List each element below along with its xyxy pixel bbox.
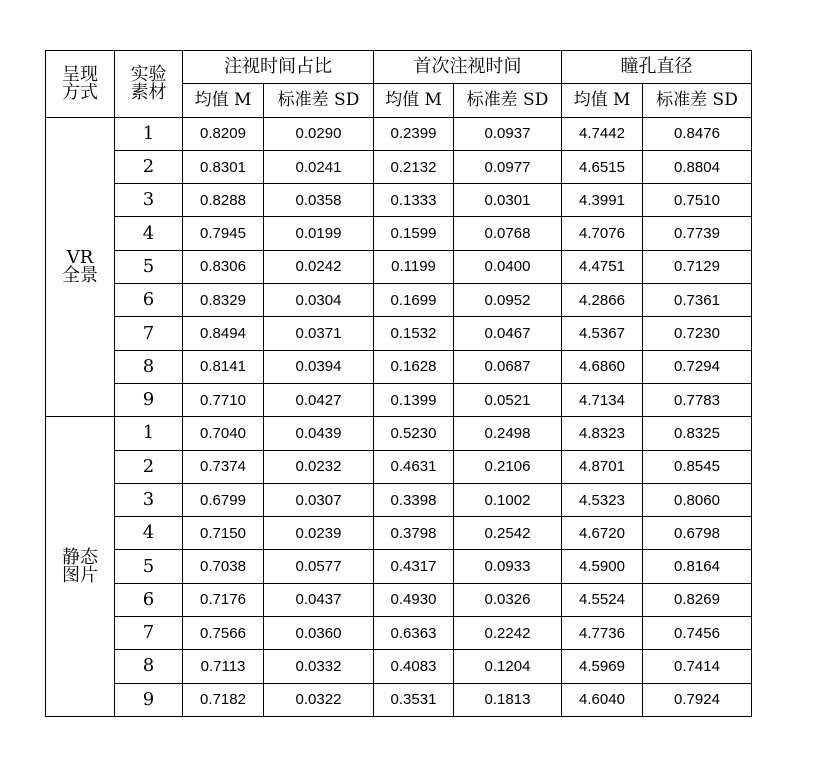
fixation-ratio-sd-cell: 0.0360 bbox=[264, 617, 374, 650]
fixation-ratio-sd-cell: 0.0242 bbox=[264, 250, 374, 283]
pupil-diameter-mean-cell: 4.5524 bbox=[562, 583, 643, 616]
fixation-ratio-mean-cell: 0.7182 bbox=[183, 683, 264, 716]
pupil-diameter-mean-cell: 4.8323 bbox=[562, 417, 643, 450]
header-presentation-mode-line1: 呈现 bbox=[62, 63, 98, 85]
first-fixation-mean-cell: 0.1628 bbox=[374, 350, 454, 383]
fixation-ratio-sd-cell: 0.0439 bbox=[264, 417, 374, 450]
pupil-diameter-mean-cell: 4.8701 bbox=[562, 450, 643, 483]
pupil-diameter-mean-cell: 4.5969 bbox=[562, 650, 643, 683]
fixation-ratio-sd-cell: 0.0394 bbox=[264, 350, 374, 383]
first-fixation-mean-cell: 0.1699 bbox=[374, 284, 454, 317]
material-number-cell: 9 bbox=[115, 683, 183, 716]
material-number-cell: 1 bbox=[115, 417, 183, 450]
fixation-ratio-sd-cell: 0.0577 bbox=[264, 550, 374, 583]
first-fixation-mean-cell: 0.1399 bbox=[374, 383, 454, 416]
table-row bbox=[46, 317, 752, 350]
header-sd: 标准差 SD bbox=[454, 84, 562, 117]
first-fixation-mean-cell: 0.3798 bbox=[374, 517, 454, 550]
table-row bbox=[46, 617, 752, 650]
first-fixation-sd-cell: 0.2498 bbox=[454, 417, 562, 450]
material-number-cell: 1 bbox=[115, 117, 183, 150]
pupil-diameter-sd-cell: 0.7294 bbox=[643, 350, 752, 383]
fixation-ratio-mean-cell: 0.8329 bbox=[183, 284, 264, 317]
fixation-ratio-mean-cell: 0.8141 bbox=[183, 350, 264, 383]
material-number-cell: 2 bbox=[115, 450, 183, 483]
first-fixation-sd-cell: 0.0768 bbox=[454, 217, 562, 250]
presentation-mode-line2: 图片 bbox=[62, 564, 98, 586]
fixation-ratio-mean-cell: 0.6799 bbox=[183, 483, 264, 516]
fixation-ratio-mean-cell: 0.8494 bbox=[183, 317, 264, 350]
pupil-diameter-mean-cell: 4.7076 bbox=[562, 217, 643, 250]
material-number-cell: 6 bbox=[115, 583, 183, 616]
material-number-cell: 6 bbox=[115, 284, 183, 317]
pupil-diameter-sd-cell: 0.7739 bbox=[643, 217, 752, 250]
table-row bbox=[46, 383, 752, 416]
header-sd: 标准差 SD bbox=[264, 84, 374, 117]
pupil-diameter-sd-cell: 0.6798 bbox=[643, 517, 752, 550]
fixation-ratio-sd-cell: 0.0232 bbox=[264, 450, 374, 483]
first-fixation-sd-cell: 0.0977 bbox=[454, 150, 562, 183]
header-mean: 均值 M bbox=[374, 84, 454, 117]
material-number-cell: 7 bbox=[115, 617, 183, 650]
pupil-diameter-sd-cell: 0.7230 bbox=[643, 317, 752, 350]
presentation-mode-cell bbox=[46, 117, 115, 417]
first-fixation-mean-cell: 0.1532 bbox=[374, 317, 454, 350]
first-fixation-sd-cell: 0.2242 bbox=[454, 617, 562, 650]
table-row bbox=[46, 517, 752, 550]
fixation-ratio-mean-cell: 0.7374 bbox=[183, 450, 264, 483]
material-number-cell: 7 bbox=[115, 317, 183, 350]
table-body bbox=[46, 51, 752, 717]
fixation-ratio-mean-cell: 0.7150 bbox=[183, 517, 264, 550]
first-fixation-sd-cell: 0.0326 bbox=[454, 583, 562, 616]
first-fixation-mean-cell: 0.5230 bbox=[374, 417, 454, 450]
pupil-diameter-sd-cell: 0.8476 bbox=[643, 117, 752, 150]
fixation-ratio-sd-cell: 0.0290 bbox=[264, 117, 374, 150]
fixation-ratio-sd-cell: 0.0304 bbox=[264, 284, 374, 317]
first-fixation-sd-cell: 0.0933 bbox=[454, 550, 562, 583]
first-fixation-mean-cell: 0.4083 bbox=[374, 650, 454, 683]
fixation-ratio-mean-cell: 0.7710 bbox=[183, 383, 264, 416]
table-row bbox=[46, 483, 752, 516]
pupil-diameter-sd-cell: 0.8269 bbox=[643, 583, 752, 616]
material-number-cell: 4 bbox=[115, 517, 183, 550]
first-fixation-sd-cell: 0.0937 bbox=[454, 117, 562, 150]
material-number-cell: 3 bbox=[115, 184, 183, 217]
header-presentation-mode bbox=[46, 51, 115, 118]
pupil-diameter-mean-cell: 4.6040 bbox=[562, 683, 643, 716]
pupil-diameter-sd-cell: 0.8804 bbox=[643, 150, 752, 183]
header-mean: 均值 M bbox=[562, 84, 643, 117]
fixation-ratio-mean-cell: 0.8209 bbox=[183, 117, 264, 150]
fixation-ratio-sd-cell: 0.0437 bbox=[264, 583, 374, 616]
header-pupil-diameter: 瞳孔直径 bbox=[562, 51, 752, 84]
header-row-groups bbox=[46, 51, 752, 84]
pupil-diameter-mean-cell: 4.2866 bbox=[562, 284, 643, 317]
pupil-diameter-sd-cell: 0.8325 bbox=[643, 417, 752, 450]
fixation-ratio-sd-cell: 0.0371 bbox=[264, 317, 374, 350]
first-fixation-mean-cell: 0.1333 bbox=[374, 184, 454, 217]
pupil-diameter-sd-cell: 0.7456 bbox=[643, 617, 752, 650]
header-presentation-mode-line2: 方式 bbox=[62, 81, 98, 103]
pupil-diameter-sd-cell: 0.7414 bbox=[643, 650, 752, 683]
presentation-mode-cell bbox=[46, 417, 115, 717]
header-first-fixation-time: 首次注视时间 bbox=[374, 51, 562, 84]
first-fixation-sd-cell: 0.2542 bbox=[454, 517, 562, 550]
pupil-diameter-mean-cell: 4.5323 bbox=[562, 483, 643, 516]
fixation-ratio-sd-cell: 0.0322 bbox=[264, 683, 374, 716]
first-fixation-mean-cell: 0.2132 bbox=[374, 150, 454, 183]
pupil-diameter-sd-cell: 0.8164 bbox=[643, 550, 752, 583]
fixation-ratio-sd-cell: 0.0239 bbox=[264, 517, 374, 550]
fixation-ratio-mean-cell: 0.8301 bbox=[183, 150, 264, 183]
presentation-mode-line1: 静态 bbox=[62, 546, 98, 568]
header-sd: 标准差 SD bbox=[643, 84, 752, 117]
header-experiment-material bbox=[115, 51, 183, 118]
material-number-cell: 4 bbox=[115, 217, 183, 250]
first-fixation-mean-cell: 0.1199 bbox=[374, 250, 454, 283]
material-number-cell: 5 bbox=[115, 250, 183, 283]
presentation-mode-line1: VR bbox=[66, 246, 94, 268]
pupil-diameter-sd-cell: 0.8545 bbox=[643, 450, 752, 483]
first-fixation-sd-cell: 0.0301 bbox=[454, 184, 562, 217]
fixation-ratio-sd-cell: 0.0307 bbox=[264, 483, 374, 516]
first-fixation-sd-cell: 0.0467 bbox=[454, 317, 562, 350]
pupil-diameter-mean-cell: 4.6720 bbox=[562, 517, 643, 550]
fixation-ratio-mean-cell: 0.7176 bbox=[183, 583, 264, 616]
header-fixation-ratio: 注视时间占比 bbox=[183, 51, 374, 84]
pupil-diameter-mean-cell: 4.3991 bbox=[562, 184, 643, 217]
first-fixation-sd-cell: 0.1813 bbox=[454, 683, 562, 716]
fixation-ratio-sd-cell: 0.0358 bbox=[264, 184, 374, 217]
table-row bbox=[46, 250, 752, 283]
pupil-diameter-sd-cell: 0.7510 bbox=[643, 184, 752, 217]
first-fixation-sd-cell: 0.2106 bbox=[454, 450, 562, 483]
fixation-ratio-sd-cell: 0.0332 bbox=[264, 650, 374, 683]
first-fixation-mean-cell: 0.4317 bbox=[374, 550, 454, 583]
header-mean: 均值 M bbox=[183, 84, 264, 117]
first-fixation-mean-cell: 0.4631 bbox=[374, 450, 454, 483]
material-number-cell: 8 bbox=[115, 650, 183, 683]
table-row bbox=[46, 550, 752, 583]
material-number-cell: 2 bbox=[115, 150, 183, 183]
table-row bbox=[46, 184, 752, 217]
pupil-diameter-sd-cell: 0.7129 bbox=[643, 250, 752, 283]
fixation-ratio-mean-cell: 0.7040 bbox=[183, 417, 264, 450]
first-fixation-sd-cell: 0.0687 bbox=[454, 350, 562, 383]
pupil-diameter-sd-cell: 0.7924 bbox=[643, 683, 752, 716]
table-row bbox=[46, 217, 752, 250]
fixation-ratio-mean-cell: 0.8306 bbox=[183, 250, 264, 283]
table-row bbox=[46, 117, 752, 150]
pupil-diameter-mean-cell: 4.7134 bbox=[562, 383, 643, 416]
material-number-cell: 8 bbox=[115, 350, 183, 383]
material-number-cell: 5 bbox=[115, 550, 183, 583]
fixation-ratio-mean-cell: 0.7038 bbox=[183, 550, 264, 583]
presentation-mode-line2: 全景 bbox=[62, 264, 98, 286]
fixation-ratio-mean-cell: 0.7945 bbox=[183, 217, 264, 250]
header-experiment-material-line1: 实验 bbox=[130, 63, 167, 85]
fixation-ratio-mean-cell: 0.7566 bbox=[183, 617, 264, 650]
first-fixation-sd-cell: 0.0952 bbox=[454, 284, 562, 317]
pupil-diameter-mean-cell: 4.4751 bbox=[562, 250, 643, 283]
table-row bbox=[46, 450, 752, 483]
first-fixation-sd-cell: 0.1002 bbox=[454, 483, 562, 516]
first-fixation-mean-cell: 0.3531 bbox=[374, 683, 454, 716]
table-row bbox=[46, 650, 752, 683]
table-row bbox=[46, 417, 752, 450]
first-fixation-sd-cell: 0.1204 bbox=[454, 650, 562, 683]
table-row bbox=[46, 350, 752, 383]
material-number-cell: 3 bbox=[115, 483, 183, 516]
first-fixation-mean-cell: 0.6363 bbox=[374, 617, 454, 650]
first-fixation-mean-cell: 0.2399 bbox=[374, 117, 454, 150]
pupil-diameter-mean-cell: 4.6860 bbox=[562, 350, 643, 383]
pupil-diameter-mean-cell: 4.5900 bbox=[562, 550, 643, 583]
pupil-diameter-sd-cell: 0.7361 bbox=[643, 284, 752, 317]
eye-tracking-data-table bbox=[45, 50, 752, 717]
pupil-diameter-sd-cell: 0.8060 bbox=[643, 483, 752, 516]
fixation-ratio-mean-cell: 0.8288 bbox=[183, 184, 264, 217]
first-fixation-mean-cell: 0.1599 bbox=[374, 217, 454, 250]
fixation-ratio-sd-cell: 0.0199 bbox=[264, 217, 374, 250]
fixation-ratio-mean-cell: 0.7113 bbox=[183, 650, 264, 683]
material-number-cell: 9 bbox=[115, 383, 183, 416]
table-row bbox=[46, 683, 752, 716]
table-row bbox=[46, 583, 752, 616]
first-fixation-mean-cell: 0.3398 bbox=[374, 483, 454, 516]
pupil-diameter-mean-cell: 4.6515 bbox=[562, 150, 643, 183]
first-fixation-sd-cell: 0.0400 bbox=[454, 250, 562, 283]
fixation-ratio-sd-cell: 0.0427 bbox=[264, 383, 374, 416]
pupil-diameter-mean-cell: 4.7442 bbox=[562, 117, 643, 150]
pupil-diameter-mean-cell: 4.7736 bbox=[562, 617, 643, 650]
table-row bbox=[46, 150, 752, 183]
fixation-ratio-sd-cell: 0.0241 bbox=[264, 150, 374, 183]
header-experiment-material-line2: 素材 bbox=[130, 81, 167, 103]
first-fixation-mean-cell: 0.4930 bbox=[374, 583, 454, 616]
first-fixation-sd-cell: 0.0521 bbox=[454, 383, 562, 416]
pupil-diameter-sd-cell: 0.7783 bbox=[643, 383, 752, 416]
table-row bbox=[46, 284, 752, 317]
pupil-diameter-mean-cell: 4.5367 bbox=[562, 317, 643, 350]
